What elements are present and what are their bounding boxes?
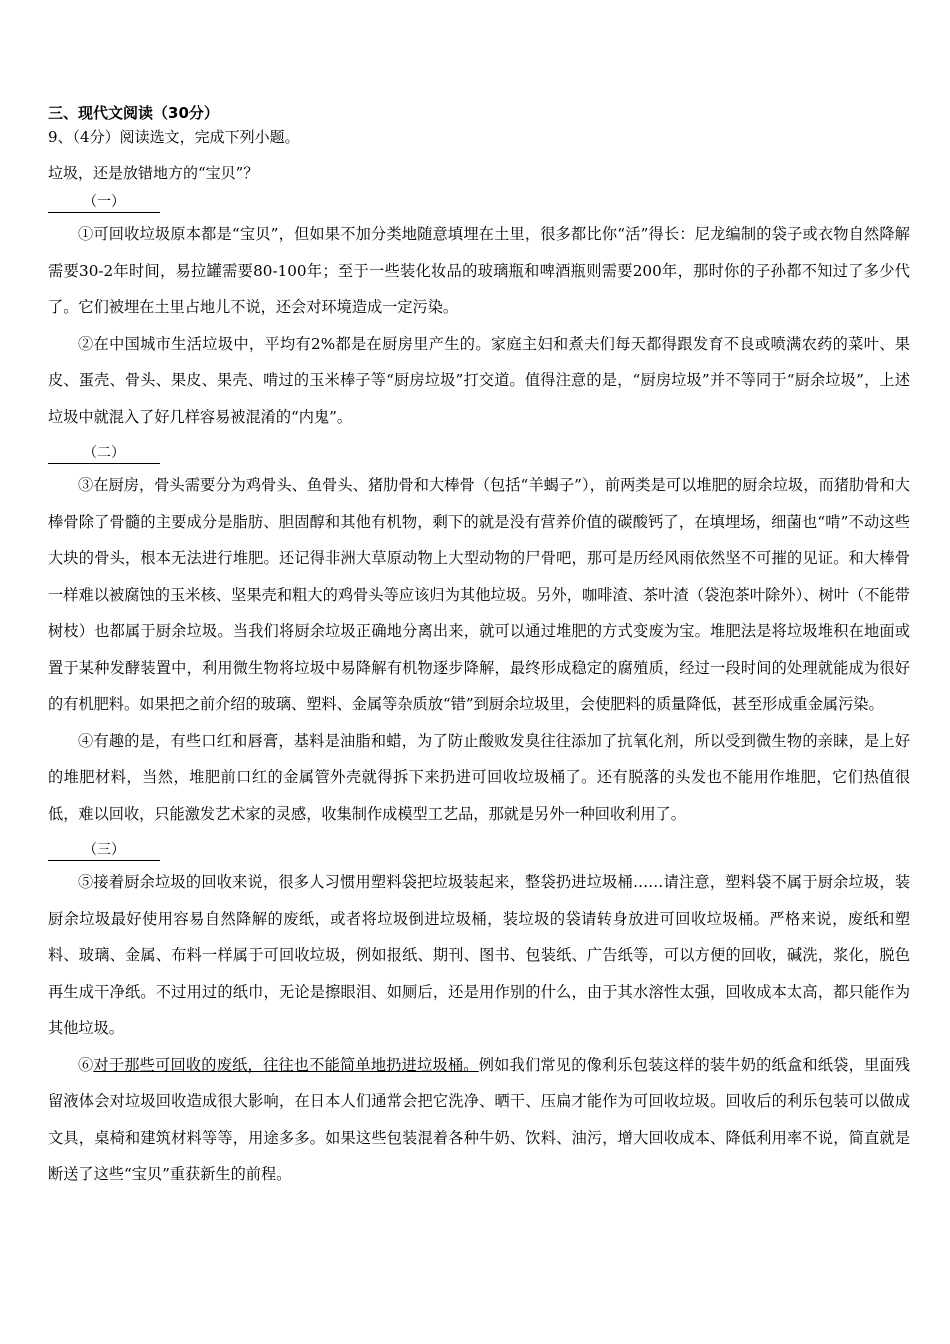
part-label: （二）	[48, 443, 160, 464]
question-prompt: 9、（4分）阅读选文，完成下列小题。	[48, 128, 300, 146]
paragraph-1: ①可回收垃圾原本都是“宝贝”，但如果不加分类地随意填埋在土里，很多都比你“活”得长：尼龙编制的袋子或衣物自然降解需要30-2年时间，易拉罐需要80-100年；至于一些装化妆品的玻璃瓶和啤酒瓶则需要200年，那时你的子孙都不知过了多少代了。它们被埋在土里占地儿不说，还会对环境造成一定污染。	[48, 225, 910, 316]
underlined-sentence: 对于那些可回收的废纸，往往也不能简单地扔进垃圾桶。	[93, 1055, 479, 1074]
paragraph-5: ⑤接着厨余垃圾的回收来说，很多人习惯用塑料袋把垃圾装起来，整袋扔进垃圾桶……请注意，塑料袋不属于厨余垃圾，装厨余垃圾最好使用容易自然降解的废纸，或者将垃圾倒进垃圾桶，装垃圾的袋请转身放进可回收垃圾桶。严格来说，废纸和塑料、玻璃、金属、布料一样属于可回收垃圾，例如报纸、期刊、图书、包装纸、广告纸等，可以方便的回收，碱洗，浆化，脱色再生成干净纸。不过用过的纸巾，无论是擦眼泪、如厕后，还是用作别的什么，由于其水溶性太强，回收成本太高，都只能作为其他垃圾。	[48, 873, 910, 1037]
part-heading-1	[48, 184, 910, 216]
paragraph-4: ④有趣的是，有些口红和唇膏，基料是油脂和蜡，为了防止酸败发臭往往添加了抗氧化剂，所以受到微生物的亲睐，是上好的堆肥材料，当然，堆肥前口红的金属管外壳就得拆下来扔进可回收垃圾桶了。还有脱落的头发也不能用作堆肥，它们热值很低，难以回收，只能激发艺术家的灵感，收集制作成模型工艺品，那就是另外一种回收利用了。	[48, 731, 910, 823]
part-label: （一）	[48, 192, 160, 213]
paragraph-number: ⑥	[78, 1055, 94, 1074]
paragraph-2: ②在中国城市生活垃圾中，平均有2%都是在厨房里产生的。家庭主妇和煮夫们每天都得跟发育不良或喷满农药的菜叶、果皮、蛋壳、骨头、果皮、果壳、啃过的玉米棒子等“厨房垃圾”打交道。值得注意的是，“厨房垃圾”并不等同于“厨余垃圾”，上述垃圾中就混入了好几样容易被混淆的“内鬼”。	[48, 334, 910, 426]
part-heading-2	[48, 435, 910, 467]
part-label: （三）	[48, 840, 160, 861]
paragraph-text: 例如我们常见的像利乐包装这样的装牛奶的纸盒和纸袋，里面残留液体会对垃圾回收造成很大影响，在日本人们通常会把它洗净、晒干、压扁才能作为可回收垃圾。回收后的利乐包装可以做成文具，桌椅和建筑材料等等，用途多多。如果这些包装混着各种牛奶、饮料、油污，增大回收成本、降低利用率不说，简直就是断送了这些“宝贝”重获新生的前程。	[48, 1055, 911, 1183]
section-title: 三、现代文阅读（30分）	[48, 104, 219, 122]
article-title: 垃圾，还是放错地方的“宝贝”？	[48, 164, 259, 182]
paragraph-6	[48, 1047, 910, 1193]
document-page	[48, 102, 910, 1193]
paragraph-3: ③在厨房，骨头需要分为鸡骨头、鱼骨头、猪肋骨和大棒骨（包括“羊蝎子”），前两类是可以堆肥的厨余垃圾，而猪肋骨和大棒骨除了骨髓的主要成分是脂肪、胆固醇和其他有机物，剩下的就是没有营养价值的碳酸钙了，在填埋场，细菌也“啃”不动这些大块的骨头，根本无法进行堆肥。还记得非洲大草原动物上大型动物的尸骨吧，那可是历经风雨依然坚不可摧的见证。和大棒骨一样难以被腐蚀的玉米核、坚果壳和粗大的鸡骨头等应该归为其他垃圾。另外，咖啡渣、茶叶渣（袋泡茶叶除外）、树叶（不能带树枝）也都属于厨余垃圾。当我们将厨余垃圾正确地分离出来，就可以通过堆肥的方式变废为宝。堆肥法是将垃圾堆积在地面或置于某种发酵装置中，利用微生物将垃圾中易降解有机物逐步降解，最终形成稳定的腐殖质，经过一段时间的处理就能成为很好的有机肥料。如果把之前介绍的玻璃、塑料、金属等杂质放“错”到厨余垃圾里，会使肥料的质量降低，甚至形成重金属污染。	[48, 476, 910, 713]
part-heading-3	[48, 832, 910, 864]
